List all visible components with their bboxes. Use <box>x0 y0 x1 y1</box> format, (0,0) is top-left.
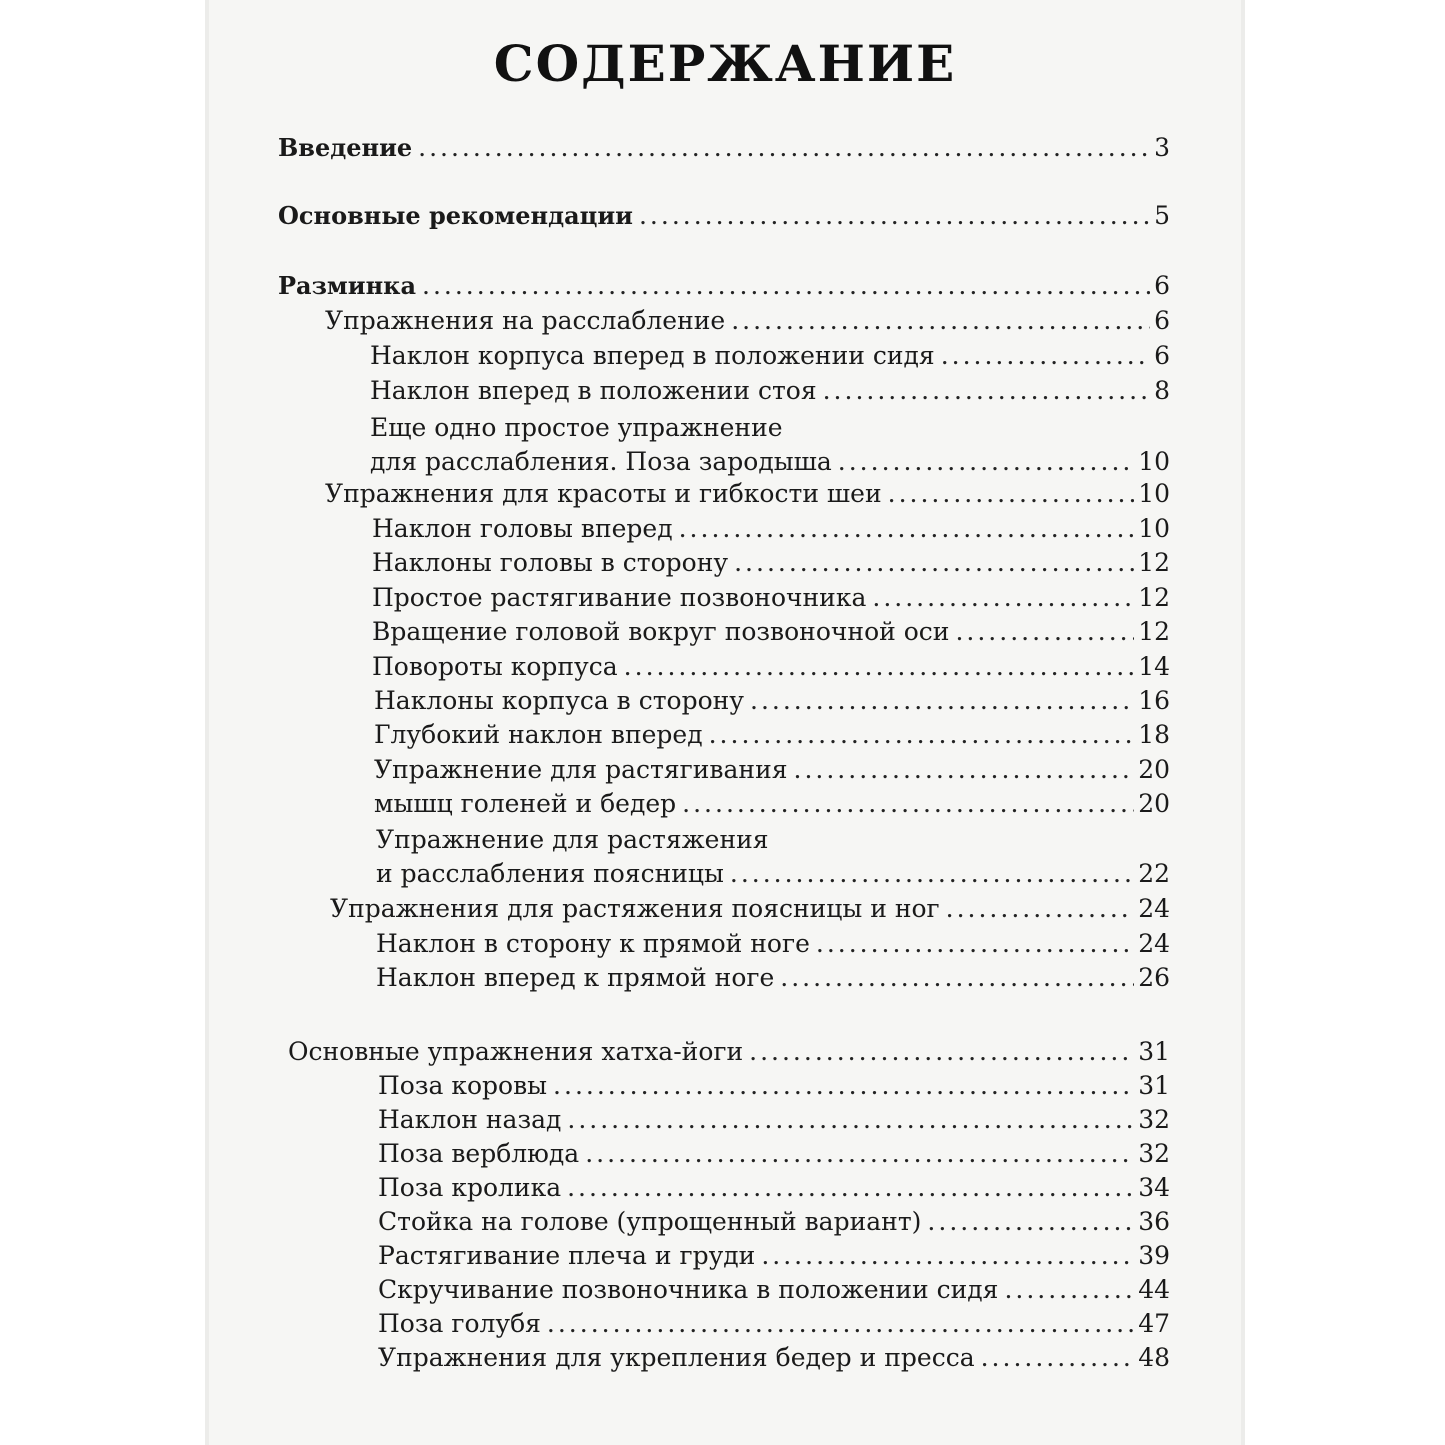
toc-entry-page: 3 <box>1154 133 1170 162</box>
toc-leader-dots <box>794 754 1135 786</box>
toc-entry-page: 5 <box>1154 201 1170 230</box>
toc-entry-title: Наклон назад <box>378 1105 562 1134</box>
toc-entry-title: Разминка <box>278 271 417 300</box>
toc-leader-dots <box>780 962 1134 994</box>
toc-entry-page: 12 <box>1138 548 1170 577</box>
toc-leader-dots <box>679 513 1135 545</box>
toc-entry[interactable] <box>330 893 1170 925</box>
toc-entry-title: Наклон вперед в положении стоя <box>370 376 817 405</box>
toc-entry-page: 39 <box>1138 1241 1170 1270</box>
toc-entry[interactable] <box>278 270 1170 302</box>
toc-entry-title: Вращение головой вокруг позвоночной оси <box>372 617 950 646</box>
toc-leader-dots <box>567 1172 1134 1204</box>
toc-entry-title: Поза голубя <box>378 1309 541 1338</box>
toc-entry[interactable] <box>378 1070 1170 1102</box>
toc-entry-page: 18 <box>1138 720 1170 749</box>
toc-entry-page: 6 <box>1154 341 1170 370</box>
toc-entry[interactable] <box>278 132 1170 164</box>
toc-leader-dots <box>730 858 1134 890</box>
toc-entry[interactable] <box>372 616 1170 648</box>
toc-entry[interactable] <box>378 1138 1170 1170</box>
toc-entry-title: Скручивание позвоночника в положении сидя <box>378 1275 999 1304</box>
toc-entry-title: Наклон головы вперед <box>372 514 673 543</box>
toc-entry[interactable] <box>374 719 1170 751</box>
toc-entry-title: Упражнения на расслабление <box>325 306 726 335</box>
toc-entry[interactable] <box>372 651 1170 683</box>
toc-entry-title: Упражнения для красоты и гибкости шеи <box>325 479 882 508</box>
toc-entry-page: 14 <box>1138 652 1170 681</box>
toc-leader-dots <box>981 1342 1135 1374</box>
toc-entry-page: 32 <box>1138 1105 1170 1134</box>
toc-entry[interactable] <box>288 1036 1170 1068</box>
toc-leader-dots <box>585 1138 1134 1170</box>
toc-leader-dots <box>749 1036 1134 1068</box>
toc-entry-title: Поза коровы <box>378 1071 548 1100</box>
toc-entry-page: 12 <box>1138 617 1170 646</box>
toc-entry[interactable] <box>378 1308 1170 1340</box>
toc-leader-dots <box>547 1308 1134 1340</box>
toc-leader-dots <box>927 1206 1134 1238</box>
toc-entry-title: Наклон в сторону к прямой ноге <box>376 929 810 958</box>
toc-entry-page: 6 <box>1154 271 1170 300</box>
toc-leader-dots <box>731 305 1150 337</box>
toc-entry[interactable] <box>325 305 1170 337</box>
toc-entry-page: 20 <box>1138 789 1170 818</box>
toc-entry-page: 26 <box>1138 963 1170 992</box>
toc-entry[interactable] <box>278 200 1170 232</box>
toc-entry-page: 22 <box>1138 859 1170 888</box>
toc-entry-title: Повороты корпуса <box>372 652 618 681</box>
toc-leader-dots <box>682 788 1134 820</box>
toc-entry-page: 44 <box>1138 1275 1170 1304</box>
toc-entry-title: Упражнения для укрепления бедер и пресса <box>378 1343 975 1372</box>
toc-entry[interactable] <box>374 685 1170 717</box>
toc-entry[interactable] <box>378 1240 1170 1272</box>
toc-entry-title: Глубокий наклон вперед <box>374 720 703 749</box>
toc-entry[interactable] <box>378 1206 1170 1238</box>
toc-leader-dots <box>872 582 1134 614</box>
toc-entry-title: Введение <box>278 133 413 162</box>
toc-entry-title: и расслабления поясницы <box>376 859 724 888</box>
toc-entry-continued[interactable] <box>370 412 1170 444</box>
toc-entry-page: 16 <box>1138 686 1170 715</box>
toc-entry-page: 48 <box>1138 1343 1170 1372</box>
toc-entry-page: 10 <box>1138 447 1170 476</box>
toc-entry-title: для расслабления. Поза зародыша <box>370 447 832 476</box>
toc-leader-dots <box>422 270 1150 302</box>
toc-entry[interactable] <box>325 478 1170 510</box>
toc-leader-dots <box>1004 1274 1134 1306</box>
toc-entry-title: Поза кролика <box>378 1173 562 1202</box>
toc-entry[interactable] <box>376 962 1170 994</box>
toc-entry-page: 32 <box>1138 1139 1170 1168</box>
toc-leader-dots <box>639 200 1150 232</box>
toc-entry[interactable] <box>378 1172 1170 1204</box>
toc-entry-title: Упражнения для растяжения поясницы и ног <box>330 894 940 923</box>
toc-entry[interactable] <box>372 513 1170 545</box>
toc-entry[interactable] <box>374 788 1170 820</box>
toc-entry-title: Наклоны головы в сторону <box>372 548 729 577</box>
toc-entry-page: 34 <box>1138 1173 1170 1202</box>
toc-leader-dots <box>418 132 1150 164</box>
toc-entry-title: Поза верблюда <box>378 1139 580 1168</box>
toc-entry[interactable] <box>378 1274 1170 1306</box>
toc-entry-page: 36 <box>1138 1207 1170 1236</box>
toc-entry-title: Наклоны корпуса в сторону <box>374 686 745 715</box>
toc-entry-title: Еще одно простое упражнение <box>370 413 783 442</box>
toc-entry[interactable] <box>378 1104 1170 1136</box>
toc-entry-title: Наклон корпуса вперед в положении сидя <box>370 341 935 370</box>
toc-entry-page: 8 <box>1154 376 1170 405</box>
toc-leader-dots <box>750 685 1134 717</box>
toc-leader-dots <box>761 1240 1134 1272</box>
toc-entry-page: 47 <box>1138 1309 1170 1338</box>
toc-leader-dots <box>838 446 1134 478</box>
toc-entry-page: 31 <box>1138 1037 1170 1066</box>
toc-entry[interactable] <box>370 375 1170 407</box>
toc-entry-page: 10 <box>1138 479 1170 508</box>
toc-entry-continued[interactable] <box>376 824 1170 856</box>
toc-entry[interactable] <box>378 1342 1170 1374</box>
toc-entry[interactable] <box>370 446 1170 478</box>
toc-leader-dots <box>709 719 1135 751</box>
toc-entry[interactable] <box>376 858 1170 890</box>
toc-entry[interactable] <box>372 582 1170 614</box>
toc-entry-page: 10 <box>1138 514 1170 543</box>
toc-entry[interactable] <box>376 928 1170 960</box>
toc-leader-dots <box>553 1070 1134 1102</box>
toc-entry-title: Простое растягивание позвоночника <box>372 583 867 612</box>
toc-leader-dots <box>941 340 1150 372</box>
toc-leader-dots <box>888 478 1135 510</box>
toc-entry-page: 31 <box>1138 1071 1170 1100</box>
toc-leader-dots <box>816 928 1134 960</box>
page-title: СОДЕРЖАНИЕ <box>493 34 957 93</box>
toc-entry-page: 6 <box>1154 306 1170 335</box>
toc-entry-title: Упражнение для растяжения <box>376 825 769 854</box>
toc-leader-dots <box>946 893 1135 925</box>
toc-entry-page: 24 <box>1138 929 1170 958</box>
toc-entry-title: Наклон вперед к прямой ноге <box>376 963 775 992</box>
toc-entry-page: 12 <box>1138 583 1170 612</box>
toc-entry-title: Упражнение для растягивания <box>374 755 788 784</box>
toc-entry[interactable] <box>374 754 1170 786</box>
toc-entry-page: 24 <box>1138 894 1170 923</box>
toc-entry[interactable] <box>372 547 1170 579</box>
toc-leader-dots <box>567 1104 1134 1136</box>
toc-leader-dots <box>823 375 1150 407</box>
toc-entry-title: Основные рекомендации <box>278 201 633 230</box>
toc-leader-dots <box>624 651 1135 683</box>
toc-entry[interactable] <box>370 340 1170 372</box>
toc-entry-title: мышц голеней и бедер <box>374 789 677 818</box>
toc-entry-title: Основные упражнения хатха-йоги <box>288 1037 744 1066</box>
toc-entry-title: Растягивание плеча и груди <box>378 1241 756 1270</box>
toc-leader-dots <box>955 616 1134 648</box>
toc-entry-page: 20 <box>1138 755 1170 784</box>
toc-leader-dots <box>734 547 1134 579</box>
toc-entry-title: Стойка на голове (упрощенный вариант) <box>378 1207 922 1236</box>
